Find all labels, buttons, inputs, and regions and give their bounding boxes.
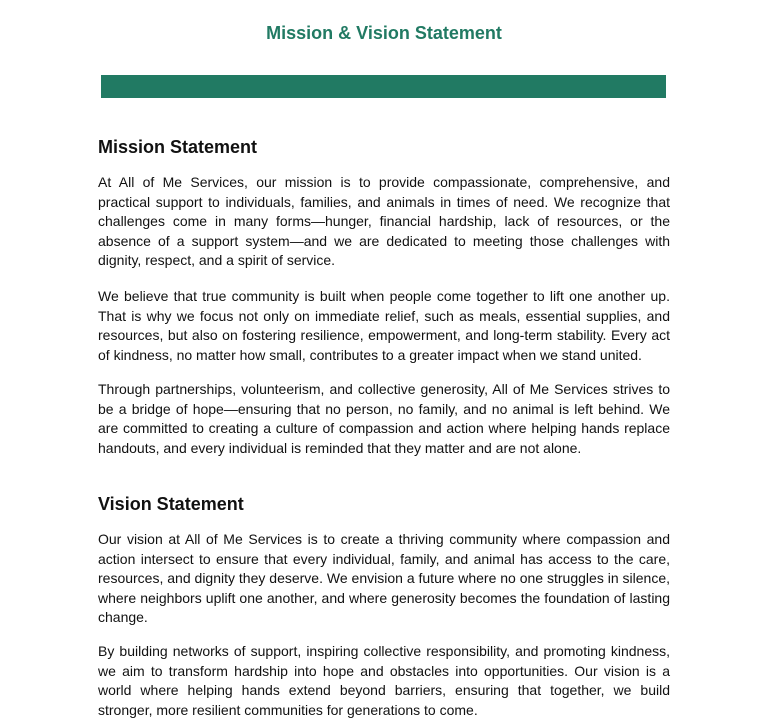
mission-heading: Mission Statement: [98, 137, 258, 157]
mission-paragraph-1: At All of Me Services, our mission is to provide compassionate, comprehensive, and practical support to individuals, families, and animals in times of need. We recognize that challenges come in many forms—hunger, financial hardship, lack of resources, or the absence of a support system—and we are dedicated to meeting those challenges with dignity, respect, and a spirit of service.: [98, 174, 670, 268]
vision-paragraph-2: By building networks of support, inspiring collective responsibility, and promoting kindness, we aim to transform hardship into hope and obstacles into opportunities. Our vision is a world where helping hands extend beyond barriers, ensuring that together, we build stronger, more resilient communities for generations to come.: [98, 643, 670, 718]
vision-heading: Vision Statement: [98, 494, 244, 514]
title-divider-bar: [101, 75, 666, 98]
mission-paragraph-2: We believe that true community is built when people come together to lift one another up. That is why we focus not only on immediate relief, such as meals, essential supplies, and resources, but also on fostering resilience, empowerment, and long-term stability. Every act of kindness, no matter how small, contributes to a greater impact when we stand united.: [98, 288, 670, 363]
mission-paragraph-3: Through partnerships, volunteerism, and collective generosity, All of Me Services strives to be a bridge of hope—ensuring that no person, no family, and no animal is left behind. We are committed to creating a culture of compassion and action where helping hands replace handouts, and every individual is reminded that they matter and are not alone.: [98, 381, 670, 456]
document-title: Mission & Vision Statement: [266, 23, 502, 43]
vision-paragraph-1: Our vision at All of Me Services is to create a thriving community where compassion and action intersect to ensure that every individual, family, and animal has access to the care, resources, and dignity they deserve. We envision a future where no one struggles in silence, where neighbors uplift one another, and where generosity becomes the foundation of lasting change.: [98, 531, 670, 625]
